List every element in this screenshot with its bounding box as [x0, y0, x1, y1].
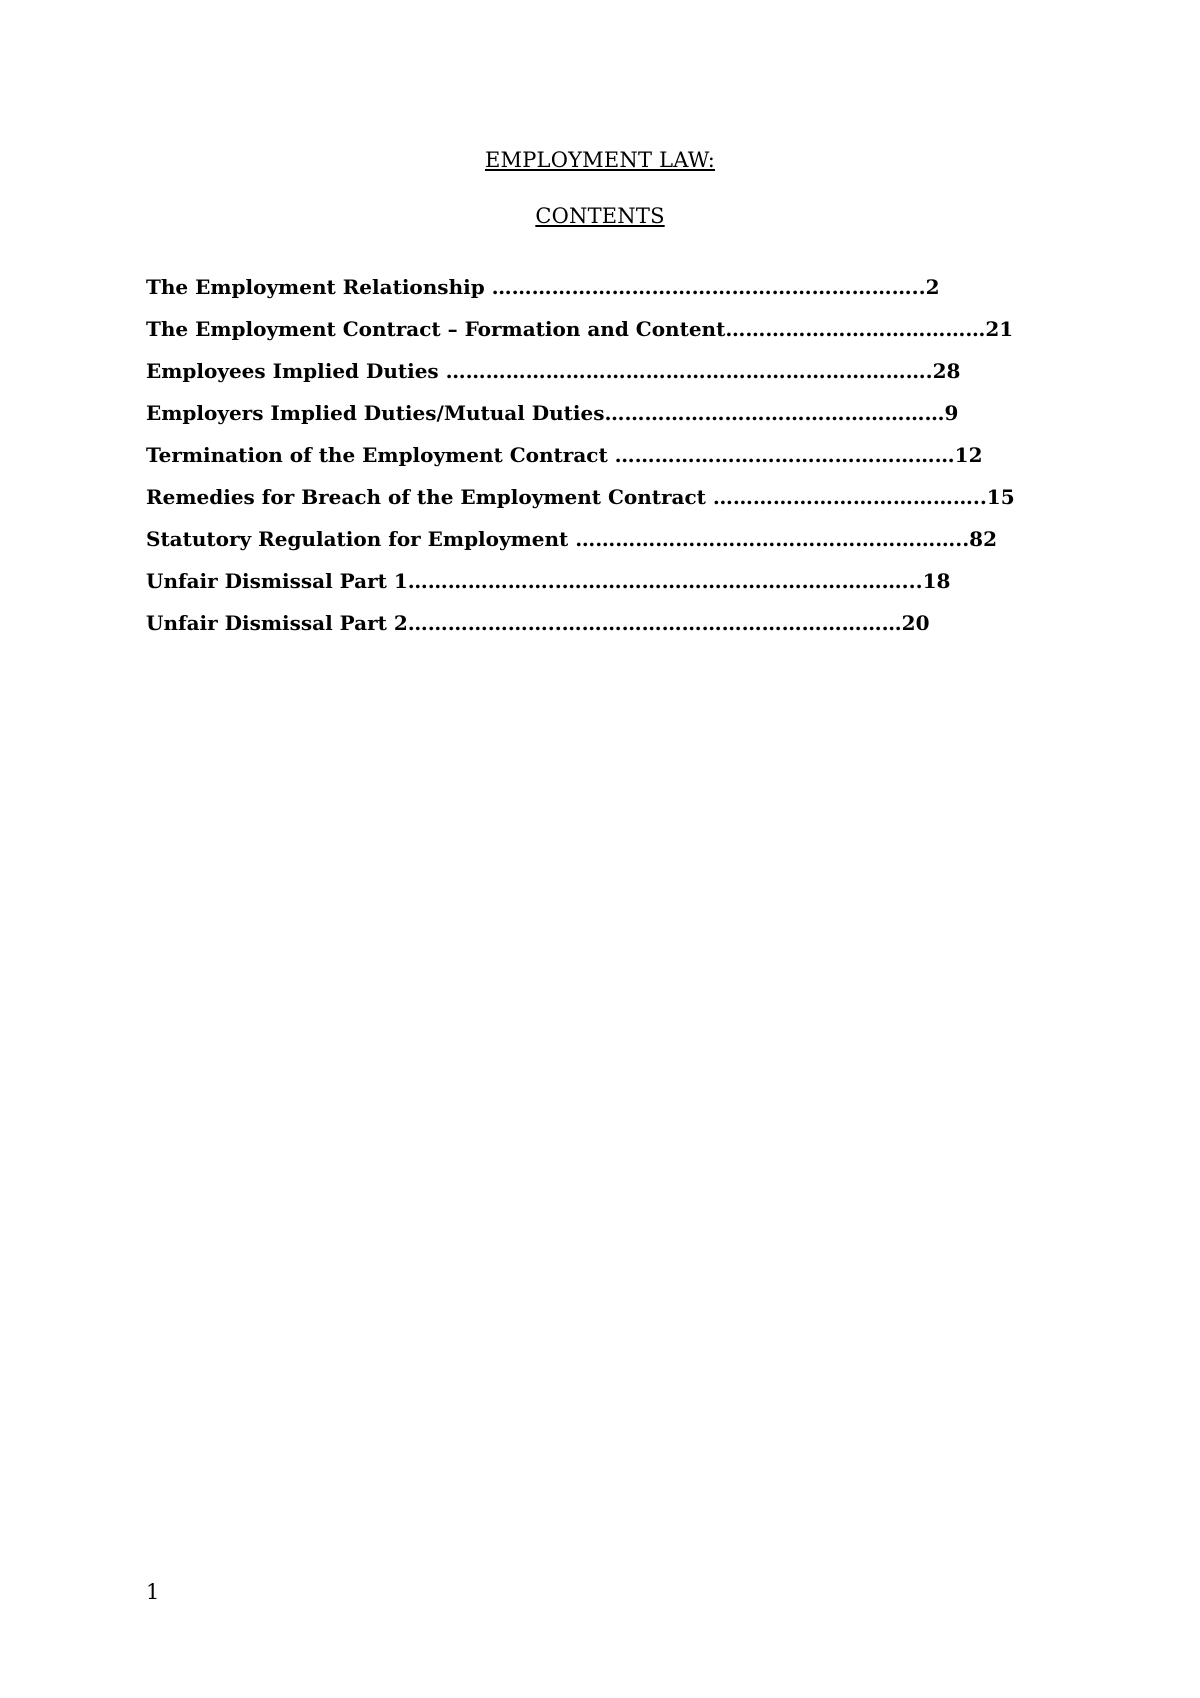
document-title: EMPLOYMENT LAW:: [485, 148, 715, 172]
toc-entry-unfair-dismissal-part-1[interactable]: Unfair Dismissal Part 1…………………..……………………………………………...18: [146, 569, 951, 593]
toc-entry-employment-contract-formation[interactable]: The Employment Contract – Formation and Content…………………………………21: [146, 317, 1014, 341]
toc-entry-employees-implied-duties[interactable]: Employees Implied Duties ……………………………………………………………….28: [146, 359, 961, 383]
table-of-contents: [146, 272, 1036, 650]
page-number: 1: [146, 1580, 160, 1604]
toc-entry-employers-implied-duties[interactable]: Employers Implied Duties/Mutual Duties……………………………………………9: [146, 401, 959, 425]
toc-entry-statutory-regulation[interactable]: Statutory Regulation for Employment …………………………………………………..82: [146, 527, 998, 551]
toc-entry-remedies-for-breach[interactable]: Remedies for Breach of the Employment Contract …………………………………..15: [146, 485, 1015, 509]
toc-entry-termination[interactable]: Termination of the Employment Contract ……………………………………………12: [146, 443, 983, 467]
toc-entry-employment-relationship[interactable]: The Employment Relationship ………………………………………………………..2: [146, 275, 940, 299]
toc-entry-unfair-dismissal-part-2[interactable]: Unfair Dismissal Part 2…………………..……………………………………………20: [146, 611, 930, 635]
contents-heading: CONTENTS: [535, 204, 665, 228]
